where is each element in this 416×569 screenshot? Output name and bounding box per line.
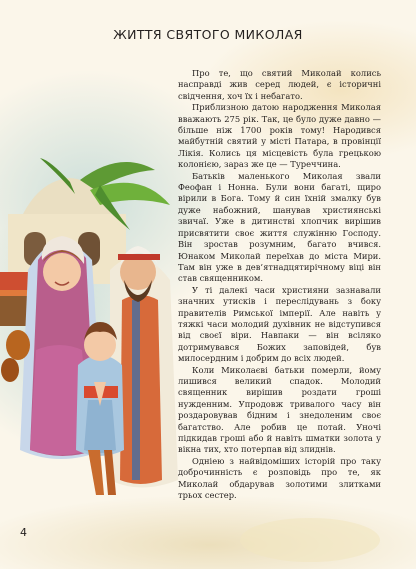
paragraph-6: Одніею з найвідоміших історій про таку доброчинність є розповідь про те, як Миколай обдарував золотими злитками трьох сестер. [178,455,381,501]
paragraph-1: Про те, що святий Миколай колись насправді жив серед людей, є історичні свідчення, хоч їх і небагато. [178,68,381,101]
paragraph-5: Коли Миколаєві батьки померли, йому лишився великий спадок. Молодий священник вирішив роздати гроші нужденним. Упродовж тривалого часу він роздаровував бідним і знедоленим своє багатство. Але робив це потай. Уночі підкидав гроші або й навіть шматки золота у вікна тих, хто потерпав від злиднів. [178,364,381,455]
family-with-child-illustration [0,150,178,520]
page-title: ЖИТТЯ СВЯТОГО МИКОЛАЯ [113,27,303,42]
paragraph-2: Приблизною датою народження Миколая вважають 275 рік. Так, це було дуже давно — більше ніж 1700 років тому! Народився майбутній святий у місті Патара, в провінції Лікія. Колись ця місцевість була грецькою колонією, зараз же це — Туреччина. [178,102,381,170]
article-text [178,68,381,501]
paragraph-3: Батьків маленького Миколая звали Феофан і Нонна. Були вони багаті, щиро вірили в Бога. Тому й син їхній змалку був дуже набожний, шанував християнські звичаї. Уже в дитинстві хлопчик вирішив присвятити своє життя служінню Господу. Він зростав розумним, багато вчився. Юнаком Миколай переїхав до міста Мири. Там він уже в дев’ятнадцятирічному віці він став священником. [178,170,381,284]
page-number: 4 [20,526,27,539]
paragraph-4: У ті далекі часи християни зазнавали значних утисків і переслідувань з боку правителів Римської імперії. Але навіть у тяжкі часи молодий духівник не відступився від своєї віри. Навпаки — він всіляко дотримувався Божих заповідей, був милосердним і добрим до всіх людей. [178,284,381,364]
